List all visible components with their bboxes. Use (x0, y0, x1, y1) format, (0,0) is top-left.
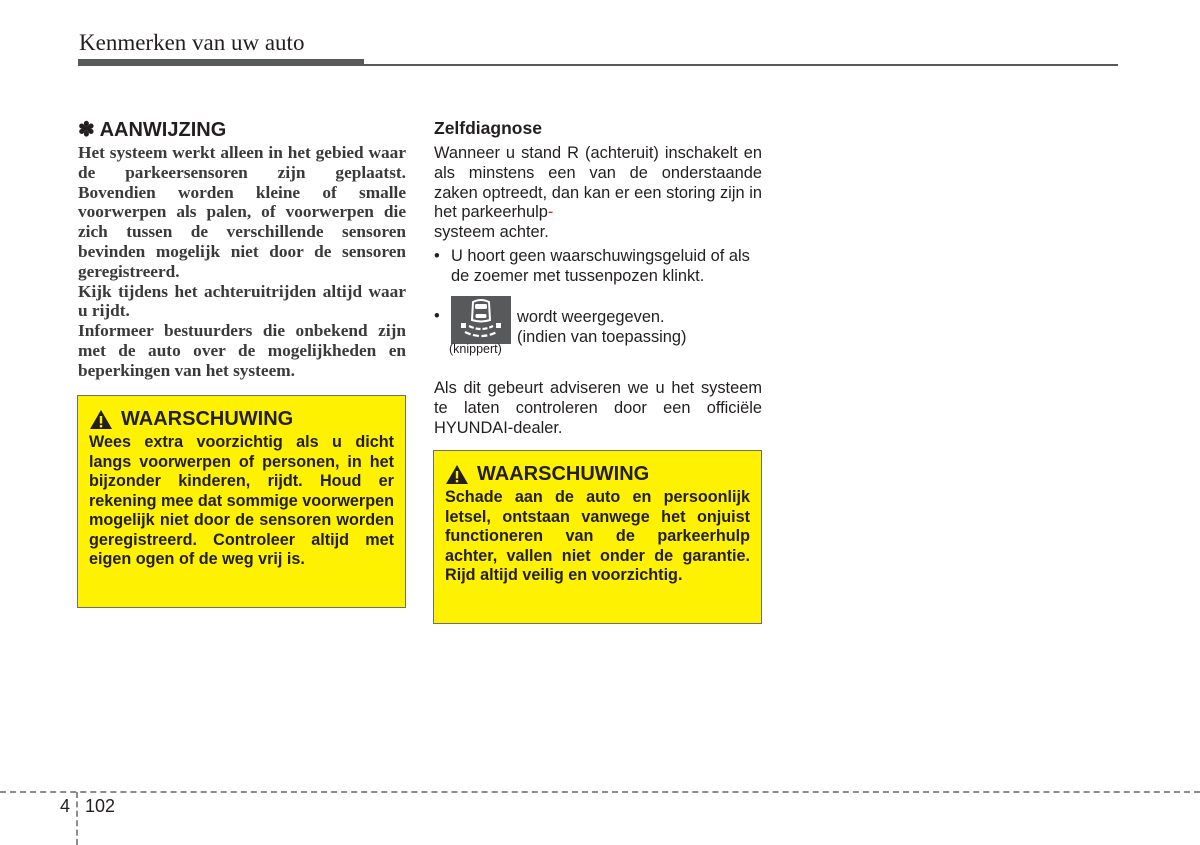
warning-triangle-icon (445, 464, 469, 485)
warning-title-label: WAARSCHUWING (477, 463, 650, 485)
bullet-dot: • (434, 247, 440, 265)
intro-text: Wanneer u stand R (achteruit) inschakelt en als minstens een van de onderstaande zaken optreedt, dan kan er een storing zijn in het parkeerhulp (434, 144, 762, 222)
parking-assist-warning-icon (451, 296, 511, 344)
self-diagnosis-heading: Zelfdiagnose (434, 118, 542, 138)
page-number: 102 (85, 796, 116, 816)
icon-caption: (knippert) (449, 342, 502, 356)
note-body (78, 143, 406, 381)
footer-rule (0, 791, 1200, 793)
warning-title (445, 463, 750, 486)
footer-divider (76, 792, 78, 845)
note-symbol-icon: ✽ (78, 119, 95, 141)
page-header-title: Kenmerken van uw auto (79, 30, 305, 55)
chapter-number: 4 (60, 796, 71, 816)
note-paragraph: Kijk tijdens het achteruitrijden altijd waar u rijdt. (78, 281, 406, 321)
warning-box-left (77, 395, 406, 608)
note-paragraph: Informeer bestuurders die onbekend zijn met de auto over de mogelijkheden en beperkingen van het systeem. (78, 321, 406, 380)
warning-box-right (433, 450, 762, 624)
intro-end: systeem achter. (434, 223, 549, 242)
icon-description (517, 308, 686, 348)
self-diagnosis-intro (434, 144, 762, 243)
bullet-item (434, 247, 762, 287)
bullet-text: U hoort geen waarschuwingsgeluid of als de zoemer met tussenpozen klinkt. (451, 247, 750, 285)
bullet-dot: • (434, 307, 440, 325)
icon-description-line: wordt weergegeven. (517, 308, 665, 326)
note-paragraph: Het systeem werkt alleen in het gebied waar de parkeersensoren zijn geplaatst. Bovendien worden kleine of smalle voorwerpen als palen, of voorwerpen die zich tussen de verschillende sensoren bevinden mogelijk niet door de sensoren geregistreerd. (78, 143, 406, 281)
note-heading (78, 117, 226, 142)
intro-hyphen: - (547, 203, 554, 222)
warning-title (89, 408, 394, 431)
warning-title-label: WAARSCHUWING (121, 408, 294, 430)
car-sensor-icon (451, 296, 511, 344)
note-heading-label: AANWIJZING (99, 119, 227, 141)
warning-text: Schade aan de auto en persoonlijk letsel, ontstaan vanwege het onjuist functioneren van de parkeerhulp achter, vallen niet onder de garantie. Rijd altijd veilig en voorzichtig. (445, 488, 750, 584)
icon-description-line: (indien van toepassing) (517, 327, 687, 346)
self-diagnosis-advice: Als dit gebeurt adviseren we u het systeem te laten controleren door een officiële HYUNDAI-dealer. (434, 379, 762, 437)
header-rule (78, 64, 1118, 66)
warning-text: Wees extra voorzichtig als u dicht langs voorwerpen of personen, in het bijzonder kinderen, rijdt. Houd er rekening mee dat sommige voorwerpen mogelijk niet door de sensoren worden geregistreerd. Controleer altijd met eigen ogen of de weg vrij is. (89, 433, 394, 568)
warning-triangle-icon (89, 409, 113, 430)
